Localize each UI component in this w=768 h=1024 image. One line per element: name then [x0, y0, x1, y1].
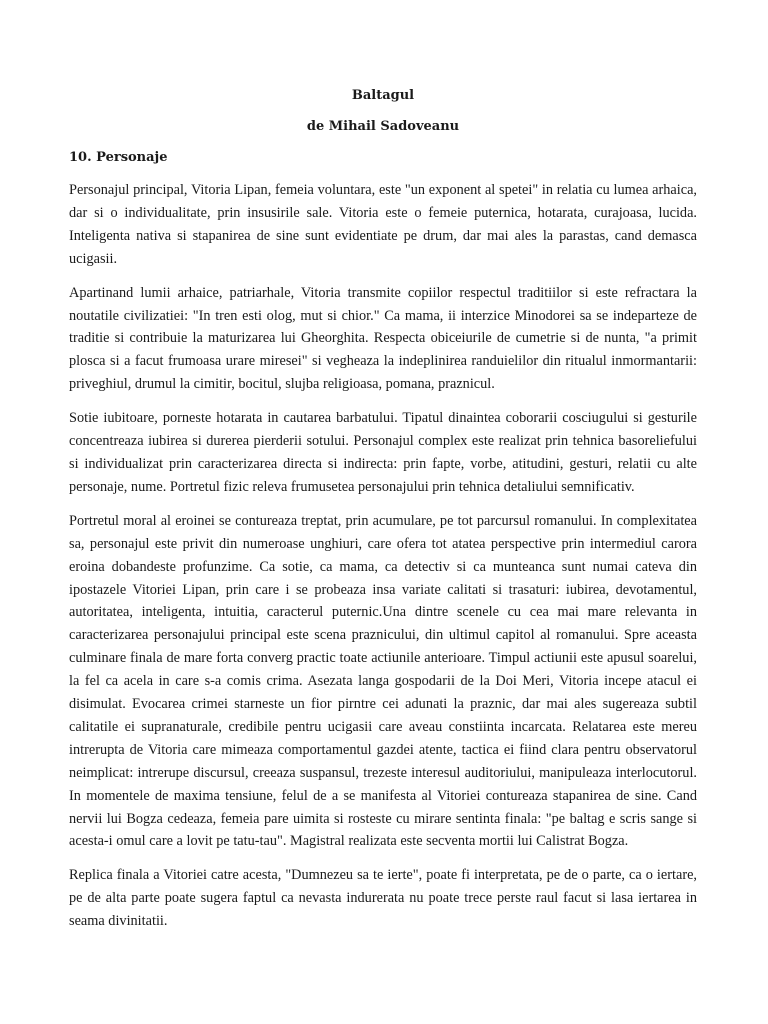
paragraph-2: Apartinand lumii arhaice, patriarhale, Vitoria transmite copiilor respectul traditiilor si este refractara la noutatile civilizatiei: "In tren esti olog, mut si chior." Ca mama, ii interzice Minodorei sa se indeparteze de traditie si contribuie la maturizarea lui Gheorghita. Respecta obiceiurile de cumetrie si de nunta, "a primit plosca si a facut frumoasa urare miresei" si vegheaza la indeplinirea randuielilor din ritualul inmormantarii: priveghiul, drumul la cimitir, bocitul, slujba religioasa, pomana, praznicul. [69, 284, 697, 393]
paragraph-4: Portretul moral al eroinei se contureaza treptat, prin acumulare, pe tot parcursul romanului. In complexitatea sa, personajul este privit din numeroase unghiuri, care ofera tot atatea perspective prin intermediul carora eroina dobandeste profunzime. Ca sotie, ca mama, ca detectiv si ca munteanca sunt numai cateva din ipostazele Vitoriei Lipan, prin care i se probeaza insa variate calitati si trasaturi: iubirea, devotamentul, autoritatea, inteligenta, intuitia, caracterul puternic.Una dintre scenele cu cea mai mare relevanta in caracterizarea personajului principal este scena praznicului, din ultimul capitol al romanului. Spre aceasta culminare finala de mare forta converg practic toate actiunile anterioare. Timpul actiunii este apusul soarelui, la fel ca acela in care s-a comis crima. Asezata langa gospodarii de la Doi Meri, Vitoria incepe atacul ei disimulat. Evocarea crimei starneste un fior pirntre cei adunati la praznic, dar mai ales sugereaza subtil calitatile ei supranaturale, credibile pentru ucigasii care aveau constiinta incarcata. Relatarea este mereu intrerupta de Vitoria care mimeaza comportamentul gazdei atente, tactica ei fiind clara pentru observatorul neimplicat: intrerupe discursul, creeaza suspansul, trezeste interesul auditoriului, manipuleaza interlocutorul. In momentele de maxima tensiune, felul de a se manifesta al Vitoriei contureaza stapanirea de sine. Cand nervii lui Bogza cedeaza, femeia pare uimita si rosteste cu mirare sentinta finala: "pe baltag e scris sange si acesta-i omul care a lovit pe tatu-tau". Magistral realizata este secventa mortii lui Calistrat Bogza. [69, 512, 697, 850]
document-title: Baltagul [351, 88, 415, 103]
document-page [69, 88, 697, 944]
paragraph-1: Personajul principal, Vitoria Lipan, femeia voluntara, este "un exponent al spetei" in relatia cu lumea arhaica, dar si o individualitate, prin insusirile sale. Vitoria este o femeie puternica, hotarata, curajoasa, lucida. Inteligenta nativa si stapanirea de sine sunt evidentiate pe drum, dar mai ales la parastas, cand demasca ucigasii. [69, 182, 697, 267]
section-heading: 10. Personaje [69, 150, 168, 165]
paragraph-3: Sotie iubitoare, porneste hotarata in cautarea barbatului. Tipatul dinaintea coborarii cosciugului si gesturile concentreaza iubirea si durerea pierderii sotului. Personajul complex este realizat prin tehnica basoreliefului si individualizat prin caracterizarea directa si indirecta: prin fapte, vorbe, atitudini, gesturi, relatii cu alte personaje, nume. Portretul fizic releva frumusetea personajului prin tehnica detaliului semnificativ. [69, 410, 697, 495]
paragraph-5: Replica finala a Vitoriei catre acesta, "Dumnezeu sa te ierte", poate fi interpretata, pe de o parte, ca o iertare, pe de alta parte poate sugera faptul ca nevasta indurerata nu poate trece perste raul facut si lasa iertarea in seama divinitatii. [69, 867, 697, 930]
author-line: de Mihail Sadoveanu [306, 119, 460, 134]
